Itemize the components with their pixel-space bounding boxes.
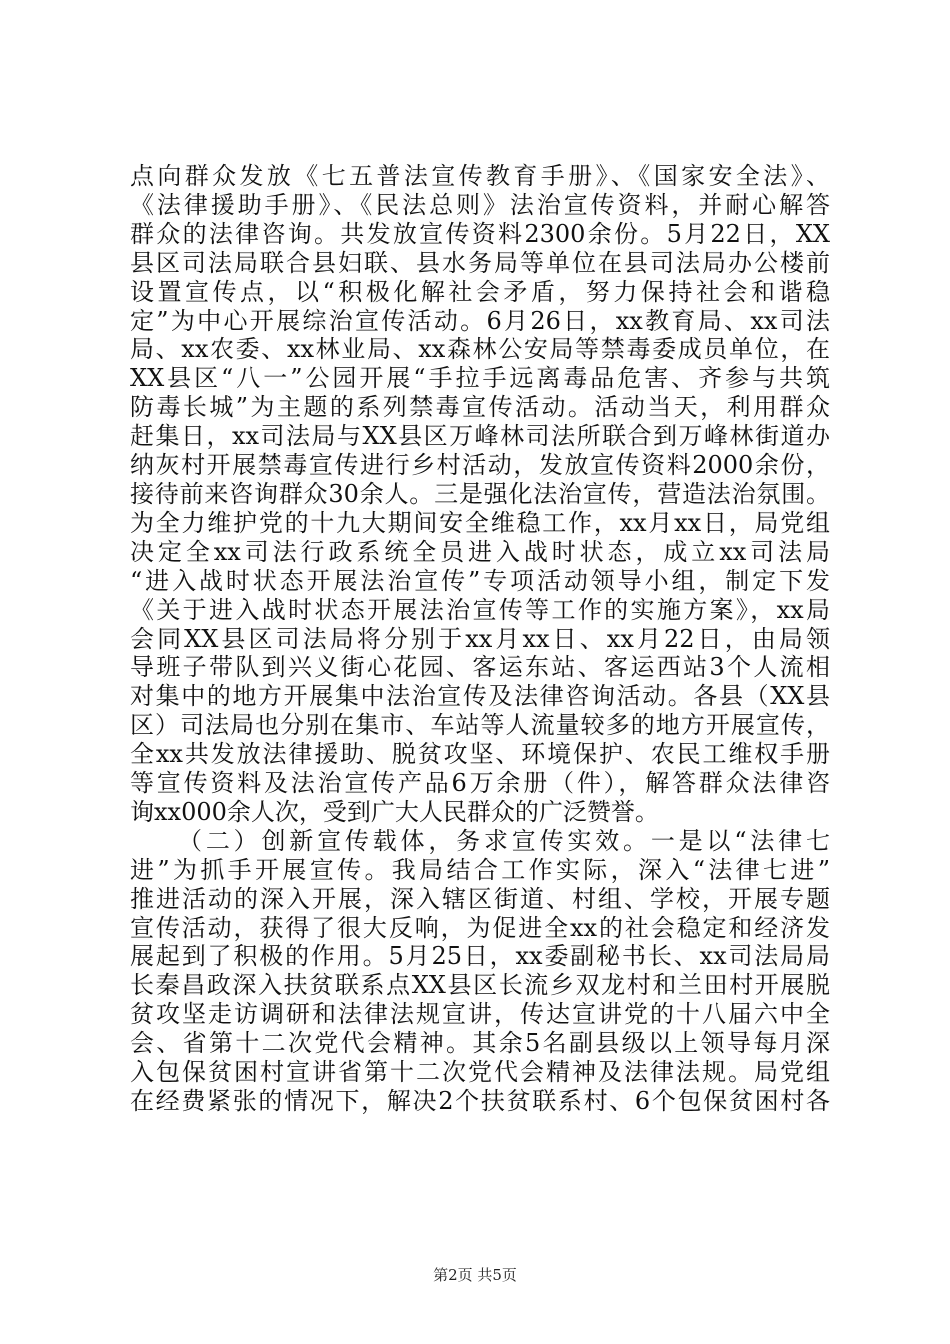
text-line: 接待前来咨询群众30余人。三是强化法治宣传，营造法治氛围。: [130, 479, 830, 508]
text-line: 防毒长城”为主题的系列禁毒宣传活动。活动当天，利用群众: [130, 393, 830, 422]
text-line: 群众的法律咨询。共发放宣传资料2300余份。5月22日，XX: [130, 219, 830, 248]
text-line: 局、xx农委、xx林业局、xx森林公安局等禁毒委成员单位，在: [130, 335, 830, 364]
text-line: 《法律援助手册》、《民法总则》法治宣传资料，并耐心解答: [130, 190, 830, 219]
text-line: 定”为中心开展综治宣传活动。6月26日，xx教育局、xx司法: [130, 306, 830, 335]
text-line: 区）司法局也分别在集市、车站等人流量较多的地方开展宣传，: [130, 711, 830, 740]
text-line: 宣传活动，获得了很大反响，为促进全xx的社会稳定和经济发: [130, 913, 830, 942]
text-line: XX县区“八一”公园开展“手拉手远离毒品危害、齐参与共筑: [130, 364, 830, 393]
text-line: 长秦昌政深入扶贫联系点XX县区长流乡双龙村和兰田村开展脱: [130, 971, 830, 1000]
text-line: 会、省第十二次党代会精神。其余5名副县级以上领导每月深: [130, 1029, 830, 1058]
text-line: 纳灰村开展禁毒宣传进行乡村活动，发放宣传资料2000余份，: [130, 451, 830, 480]
document-body: [130, 162, 830, 1116]
text-line: 为全力维护党的十九大期间安全维稳工作，xx月xx日，局党组: [130, 508, 830, 537]
text-line: 导班子带队到兴义街心花园、客运东站、客运西站3个人流相: [130, 653, 830, 682]
text-line: 推进活动的深入开展，深入辖区街道、村组、学校，开展专题: [130, 884, 830, 913]
text-line: 展起到了积极的作用。5月25日，xx委副秘书长、xx司法局局: [130, 942, 830, 971]
text-line: 对集中的地方开展集中法治宣传及法律咨询活动。各县（XX县: [130, 682, 830, 711]
text-line: 入包保贫困村宣讲省第十二次党代会精神及法律法规。局党组: [130, 1058, 830, 1087]
text-line: 县区司法局联合县妇联、县水务局等单位在县司法局办公楼前: [130, 248, 830, 277]
text-line: 决定全xx司法行政系统全员进入战时状态，成立xx司法局: [130, 537, 830, 566]
text-line: 会同XX县区司法局将分别于xx月xx日、xx月22日，由局领: [130, 624, 830, 653]
text-line: 《关于进入战时状态开展法治宣传等工作的实施方案》，xx局: [130, 595, 830, 624]
text-line: 等宣传资料及法治宣传产品6万余册（件），解答群众法律咨: [130, 769, 830, 798]
text-line: 在经费紧张的情况下，解决2个扶贫联系村、6个包保贫困村各: [130, 1087, 830, 1115]
text-line: 贫攻坚走访调研和法律法规宣讲，传达宣讲党的十八届六中全: [130, 1000, 830, 1029]
paragraph-first-line: （二）创新宣传载体，务求宣传实效。一是以“法律七: [178, 826, 830, 855]
text-line: “进入战时状态开展法治宣传”专项活动领导小组，制定下发: [130, 566, 830, 595]
text-line: 点向群众发放《七五普法宣传教育手册》、《国家安全法》、: [130, 162, 830, 190]
text-line: 赶集日，xx司法局与XX县区万峰林司法所联合到万峰林街道办: [130, 422, 830, 451]
text-line: 设置宣传点，以“积极化解社会矛盾，努力保持社会和谐稳: [130, 277, 830, 306]
paragraph-end-line: 询xx000余人次，受到广大人民群众的广泛赞誉。: [130, 797, 659, 826]
page-number-footer: 第2页 共5页: [433, 1266, 517, 1284]
text-line: 全xx共发放法律援助、脱贫攻坚、环境保护、农民工维权手册: [130, 740, 830, 769]
text-line: 进”为抓手开展宣传。我局结合工作实际，深入“法律七进”: [130, 855, 830, 884]
